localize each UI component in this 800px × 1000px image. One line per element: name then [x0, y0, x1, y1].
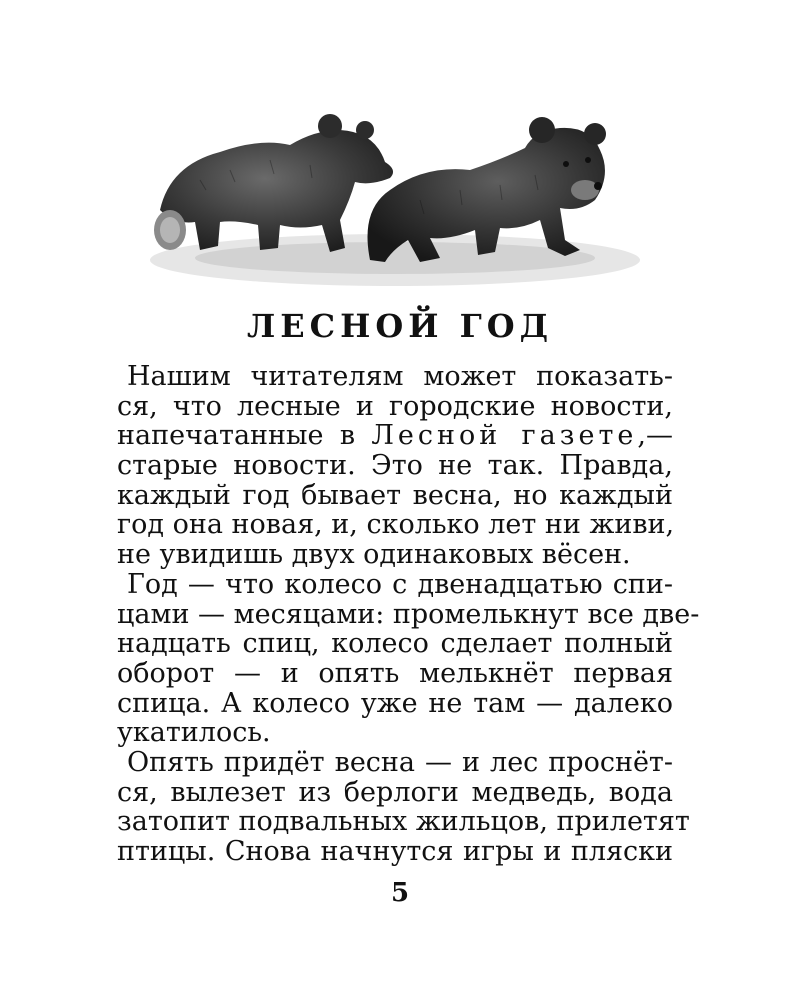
- text-line: каждый год бывает весна, но каждый: [117, 479, 673, 511]
- emphasized-phrase: Лесной газете: [371, 420, 638, 452]
- text-fragment: напечатанные в: [117, 420, 372, 452]
- text-line: Опять придёт весна — и лес проснёт-: [127, 746, 673, 778]
- page-number: 5: [390, 878, 410, 908]
- text-line: птицы. Снова начнутся игры и пляски: [117, 836, 673, 867]
- text-fragment: ,—: [637, 420, 673, 452]
- text-line: затопит подвальных жильцов, прилетят: [117, 806, 690, 838]
- text-line: ся, вылезет из берлоги медведь, вода: [117, 776, 673, 808]
- chapter-title: ЛЕСНОЙ ГОД: [246, 307, 554, 345]
- two-bear-cubs-illustration: [140, 90, 660, 295]
- body-text: [117, 361, 700, 867]
- text-line: ся, что лесные и городские новости,: [117, 390, 673, 422]
- text-line: старые новости. Это не так. Правда,: [117, 450, 673, 482]
- text-line: цами — месяцами: промелькнут все две-: [117, 598, 700, 630]
- text-line: укатилось.: [117, 717, 271, 749]
- text-line: спица. А колесо уже не там — далеко: [117, 687, 673, 719]
- text-line: Нашим читателям может показать-: [127, 361, 673, 392]
- text-line: надцать спиц, колесо сделает полный: [117, 628, 673, 660]
- bear-cubs-icon: [140, 90, 660, 295]
- text-line: год она новая, и, сколько лет ни живи,: [117, 509, 675, 541]
- text-line: не увидишь двух одинаковых вёсен.: [117, 539, 631, 571]
- text-line: оборот — и опять мелькнёт первая: [117, 657, 673, 689]
- text-line: Год — что колесо с двенадцатью спи-: [127, 568, 673, 600]
- text-line-with-emphasis: [117, 421, 673, 451]
